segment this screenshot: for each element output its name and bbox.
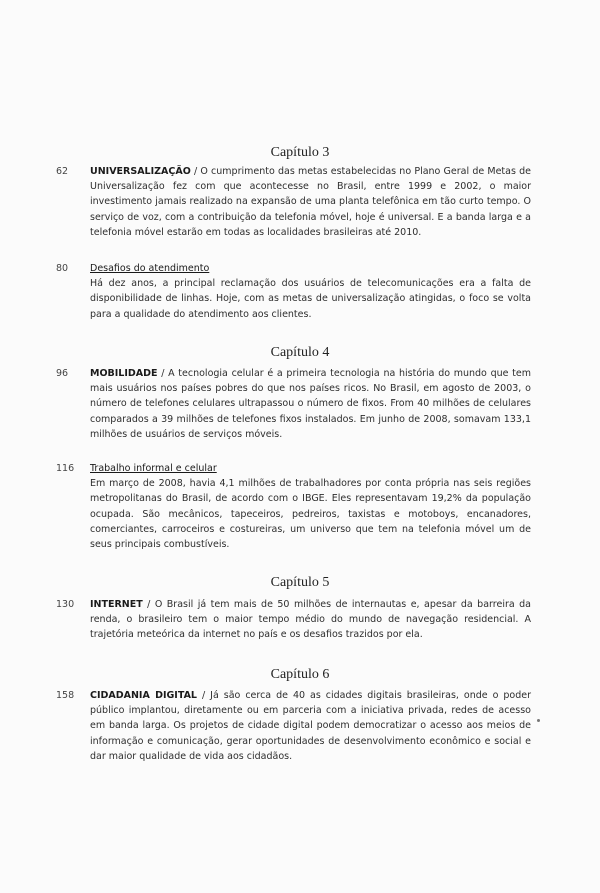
page-number: 62 [56, 166, 69, 177]
entry-body [90, 597, 531, 643]
entry-text: / O Brasil já tem mais de 50 milhões de internautas e, apesar da barreira da renda, o brasileiro tem o maior tempo médio do mundo de navegação residencial. A trajetória meteórica da internet no país e os desafios trazidos por ela. [90, 599, 531, 641]
page-number: 158 [56, 690, 75, 701]
entry-text: Há dez anos, a principal reclamação dos usuários de telecomunicações era a falta de disponibilidade de linhas. Hoje, com as metas de universalização atingidas, o foco se volta para a qualidade do atendimento aos clientes. [90, 278, 531, 320]
entry-heading: CIDADANIA DIGITAL [90, 690, 197, 701]
entry-heading: MOBILIDADE [90, 368, 158, 379]
page-number: 96 [56, 368, 69, 379]
entry-heading: INTERNET [90, 599, 143, 610]
page-number: 130 [56, 599, 75, 610]
page-number: 116 [56, 463, 75, 474]
entry-body [90, 261, 531, 322]
entry-body [90, 366, 531, 442]
chapter-title: Capítulo 6 [270, 667, 330, 682]
chapter-title: Capítulo 3 [270, 145, 330, 160]
entry-body [90, 461, 531, 552]
entry-text: / O cumprimento das metas estabelecidas no Plano Geral de Metas de Universalização fez com que acontecesse no Brasil, entre 1999 e 2002, o maior investimento jamais realizado na expansão de uma planta telefônica em tão curto tempo. O serviço de voz, com a contribuição da telefonia móvel, hoje é universal. E a banda larga e a telefonia móvel estarão em todas as localidades brasileiras até 2010. [90, 166, 531, 238]
entry-text: / A tecnologia celular é a primeira tecnologia na história do mundo que tem mais usuários nos países pobres do que nos países ricos. No Brasil, em agosto de 2003, o número de telefones celulares ultrapassou o número de fixos. From 40 milhões de celulares comparados a 39 milhões de telefones fixos instalados. Em junho de 2008, somavam 133,1 milhões de usuários de serviços móveis. [90, 368, 531, 440]
entry-subheading: Desafios do atendimento [90, 263, 210, 274]
page-number: 80 [56, 263, 69, 274]
scan-speck [537, 719, 540, 722]
entry-body [90, 688, 531, 764]
entry-text: Em março de 2008, havia 4,1 milhões de trabalhadores por conta própria nas seis regiões metropolitanas do Brasil, de acordo com o IBGE. Eles representavam 19,2% da população ocupada. São mecânicos, tapeceiros, pedreiros, taxistas e motoboys, encanadores, comerciantes, carroceiros e costureiras, um universo que tem na telefonia móvel um de seus principais combustíveis. [90, 478, 531, 551]
entry-body [90, 164, 531, 240]
entry-text: / Já são cerca de 40 as cidades digitais brasileiras, onde o poder público implantou, diretamente ou em parceria com a iniciativa privada, redes de acesso em banda larga. Os projetos de cidade digital podem democratizar o acesso aos meios de informação e comunicação, gerar oportunidades de desenvolvimento econômico e social e dar maior qualidade de vida aos cidadãos. [90, 690, 531, 762]
chapter-title: Capítulo 4 [270, 345, 330, 360]
entry-heading: UNIVERSALIZAÇÃO [90, 166, 191, 177]
chapter-title: Capítulo 5 [270, 575, 330, 590]
entry-subheading: Trabalho informal e celular [90, 463, 217, 474]
